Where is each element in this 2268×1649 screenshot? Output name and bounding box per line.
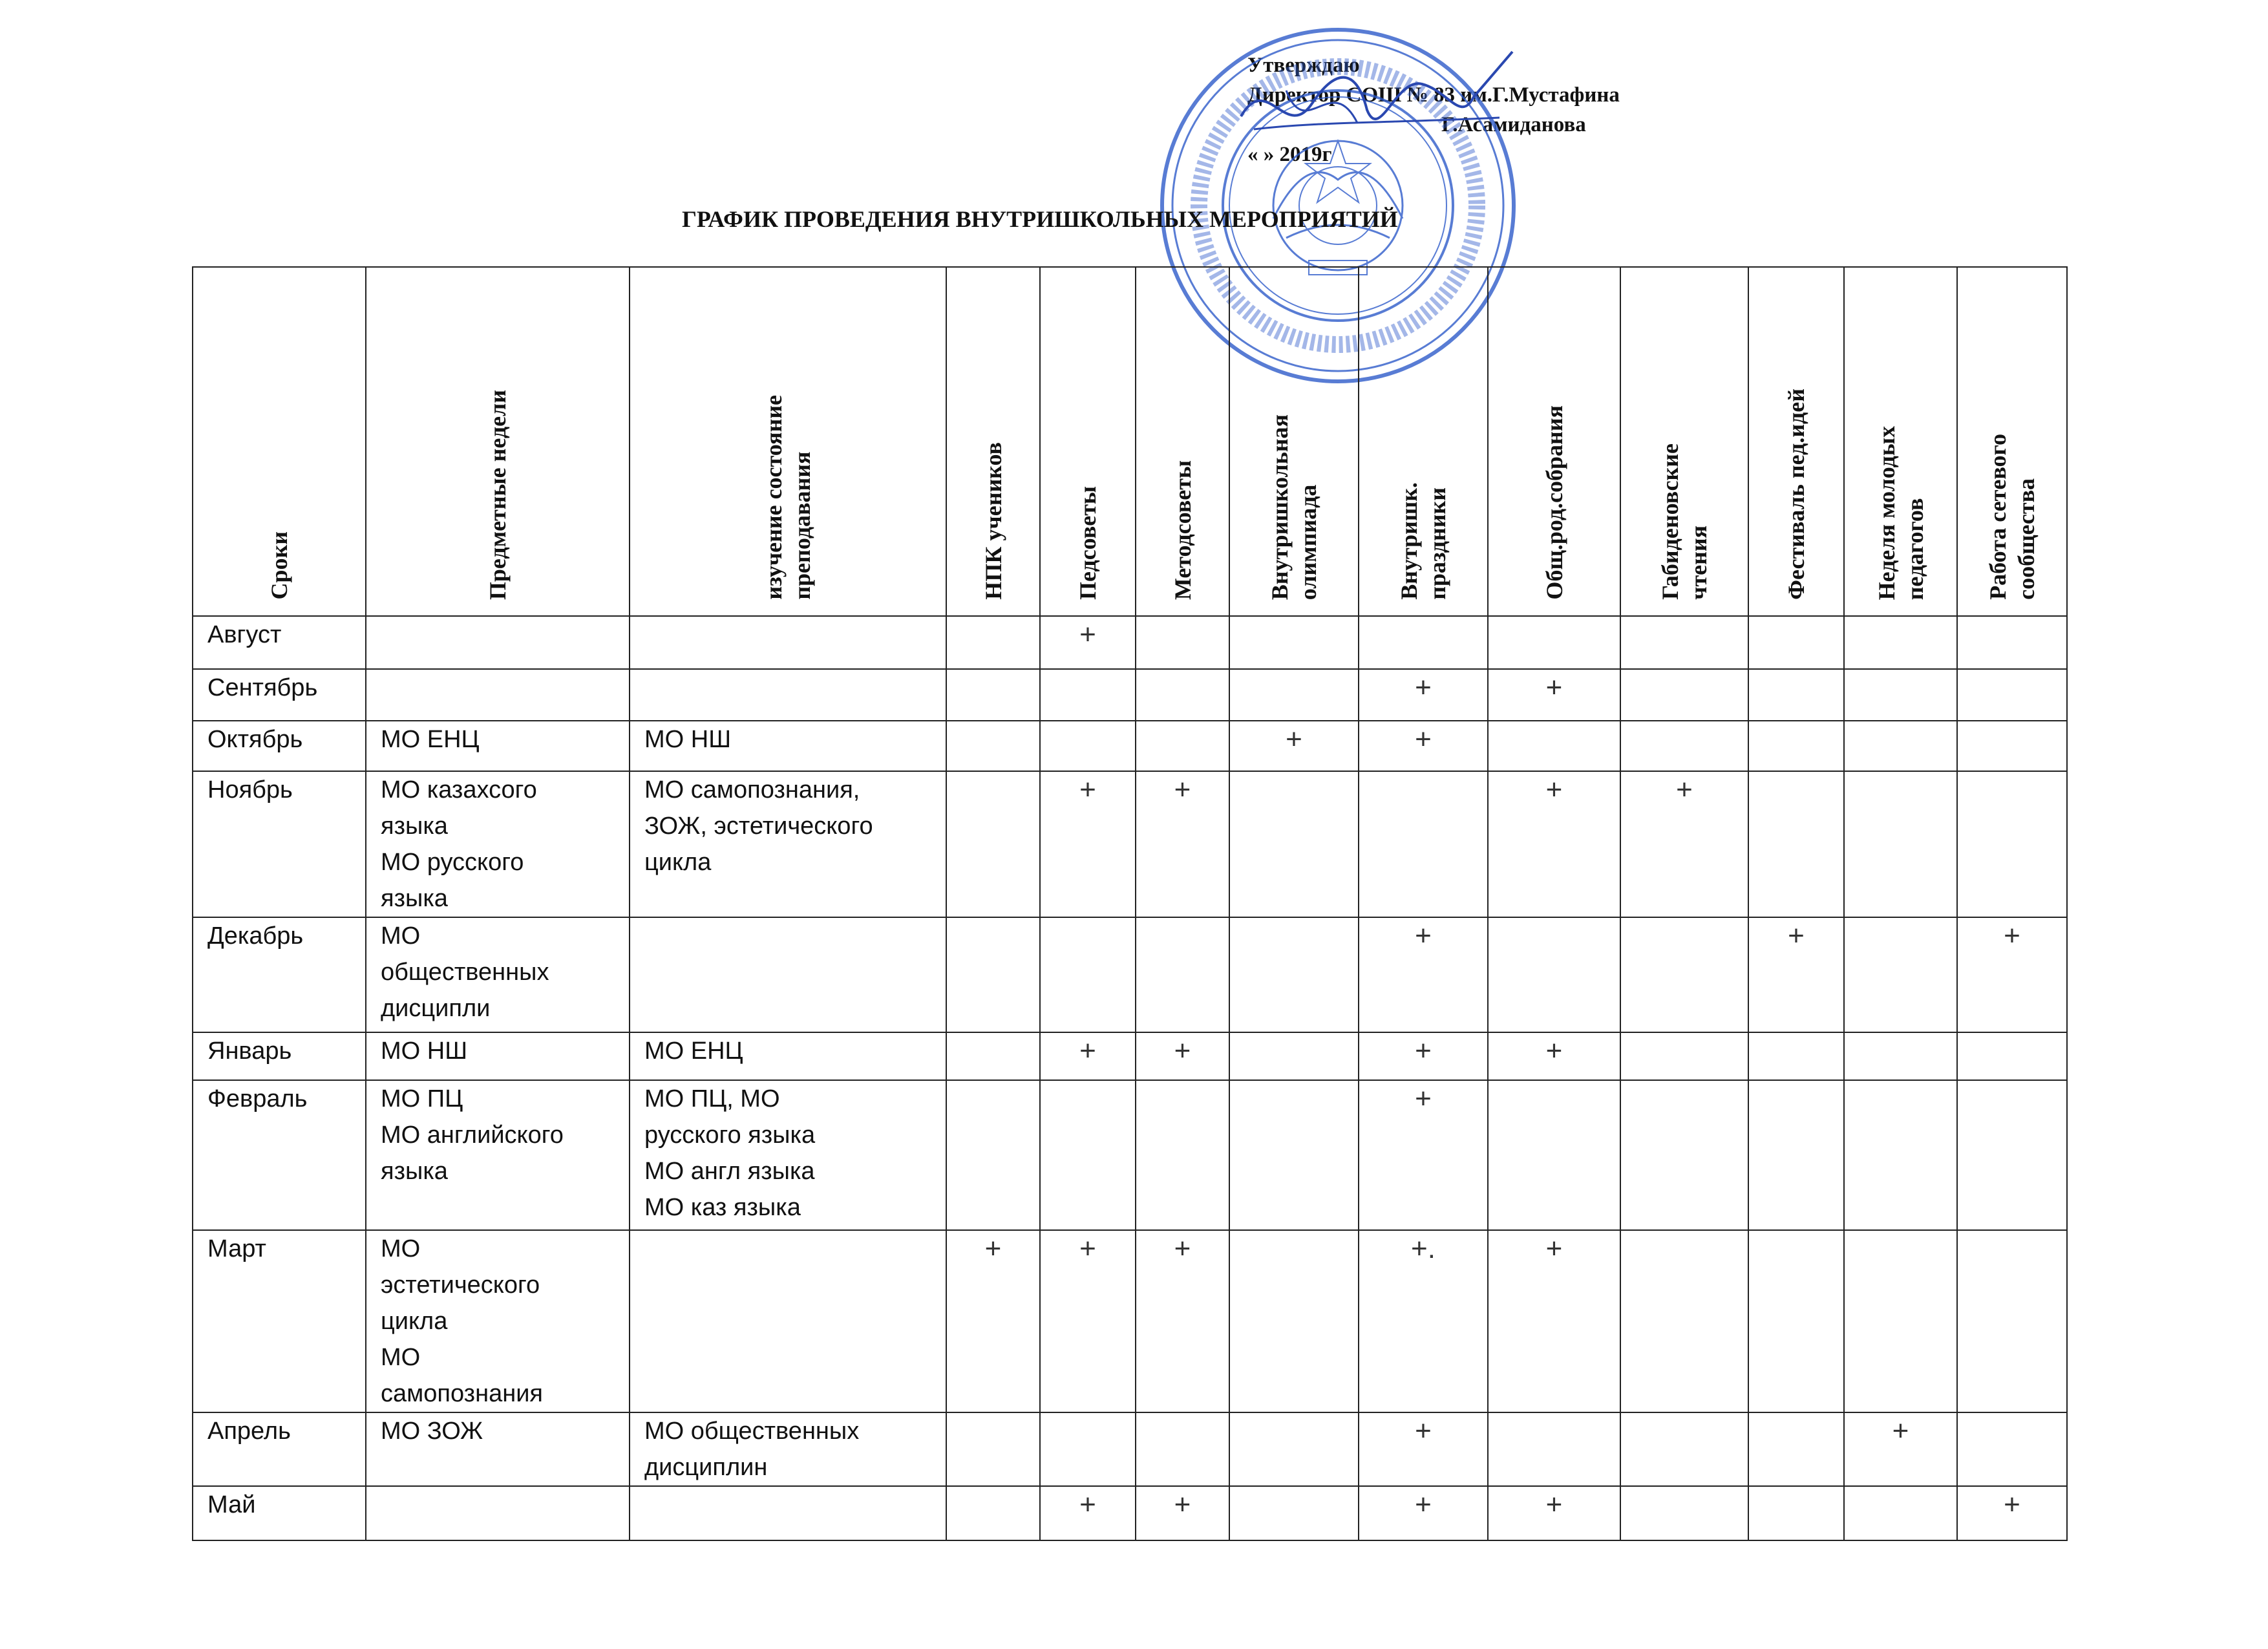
mark-cell: +. bbox=[1359, 1230, 1488, 1412]
mark-cell bbox=[1844, 1486, 1957, 1540]
mark-cell: + bbox=[1620, 771, 1748, 917]
mark-cell bbox=[1040, 1080, 1136, 1230]
mark-cell bbox=[1844, 721, 1957, 771]
period-cell: Март bbox=[193, 1230, 366, 1412]
mark-cell bbox=[1620, 616, 1748, 669]
director-signature bbox=[1228, 45, 1525, 155]
page-title: ГРАФИК ПРОВЕДЕНИЯ ВНУТРИШКОЛЬНЫХ МЕРОПРИЯТИЙ bbox=[682, 206, 1398, 232]
mark-cell: + bbox=[1229, 721, 1359, 771]
column-header: НПК учеников bbox=[946, 267, 1040, 616]
mark-cell bbox=[1620, 1412, 1748, 1486]
text-cell: МО НШ bbox=[366, 1032, 630, 1080]
mark-cell: + bbox=[1040, 1486, 1136, 1540]
period-cell: Ноябрь bbox=[193, 771, 366, 917]
text-cell: МО ЕНЦ bbox=[630, 1032, 946, 1080]
mark-cell bbox=[1229, 669, 1359, 721]
text-cell: МО общественных дисципли bbox=[366, 917, 630, 1032]
mark-cell: + bbox=[1748, 917, 1844, 1032]
mark-cell bbox=[1844, 1230, 1957, 1412]
period-cell: Апрель bbox=[193, 1412, 366, 1486]
mark-cell bbox=[1229, 1486, 1359, 1540]
mark-cell: + bbox=[1359, 917, 1488, 1032]
mark-cell: + bbox=[1488, 1230, 1620, 1412]
mark-cell bbox=[1844, 616, 1957, 669]
mark-cell bbox=[1957, 721, 2067, 771]
mark-cell: + bbox=[946, 1230, 1040, 1412]
text-cell: МО эстетического цикла МО самопознания bbox=[366, 1230, 630, 1412]
period-cell: Декабрь bbox=[193, 917, 366, 1032]
mark-cell bbox=[1229, 1032, 1359, 1080]
table-row bbox=[193, 1412, 2067, 1486]
mark-cell bbox=[1957, 1080, 2067, 1230]
table-row bbox=[193, 721, 2067, 771]
text-cell: МО ПЦ, МО русского языка МО англ языка МО каз языка bbox=[630, 1080, 946, 1230]
mark-cell: + bbox=[1136, 1230, 1229, 1412]
column-header: Методсоветы bbox=[1136, 267, 1229, 616]
mark-cell bbox=[1748, 721, 1844, 771]
mark-cell bbox=[1488, 616, 1620, 669]
mark-cell: + bbox=[1040, 616, 1136, 669]
period-cell: Октябрь bbox=[193, 721, 366, 771]
period-cell: Август bbox=[193, 616, 366, 669]
mark-cell bbox=[1620, 1080, 1748, 1230]
mark-cell: + bbox=[1957, 1486, 2067, 1540]
approval-line-3: Г.Асамиданова bbox=[1441, 113, 1586, 136]
mark-cell bbox=[1957, 1230, 2067, 1412]
mark-cell bbox=[1488, 917, 1620, 1032]
mark-cell bbox=[1620, 917, 1748, 1032]
mark-cell bbox=[946, 669, 1040, 721]
text-cell bbox=[630, 917, 946, 1032]
mark-cell bbox=[946, 771, 1040, 917]
mark-cell bbox=[1359, 616, 1488, 669]
mark-cell bbox=[1748, 1230, 1844, 1412]
mark-cell bbox=[1488, 1080, 1620, 1230]
mark-cell bbox=[1488, 721, 1620, 771]
column-header: Внутришк. праздники bbox=[1359, 267, 1488, 616]
column-header: Педсоветы bbox=[1040, 267, 1136, 616]
mark-cell bbox=[946, 616, 1040, 669]
mark-cell: + bbox=[1844, 1412, 1957, 1486]
mark-cell bbox=[1229, 771, 1359, 917]
text-cell: МО общественных дисциплин bbox=[630, 1412, 946, 1486]
mark-cell: + bbox=[1488, 1486, 1620, 1540]
period-cell: Май bbox=[193, 1486, 366, 1540]
mark-cell bbox=[1957, 616, 2067, 669]
text-cell: МО ПЦ МО английского языка bbox=[366, 1080, 630, 1230]
mark-cell: + bbox=[1488, 771, 1620, 917]
text-cell: МО НШ bbox=[630, 721, 946, 771]
table-row bbox=[193, 917, 2067, 1032]
mark-cell: + bbox=[1359, 1412, 1488, 1486]
mark-cell: + bbox=[1136, 1032, 1229, 1080]
mark-cell bbox=[1229, 1080, 1359, 1230]
mark-cell bbox=[1229, 1412, 1359, 1486]
mark-cell bbox=[1229, 616, 1359, 669]
mark-cell bbox=[1748, 669, 1844, 721]
mark-cell bbox=[1136, 1412, 1229, 1486]
mark-cell bbox=[1136, 669, 1229, 721]
header-row bbox=[193, 267, 2067, 616]
column-header: изучение состояние преподавания bbox=[630, 267, 946, 616]
text-cell bbox=[630, 1230, 946, 1412]
mark-cell bbox=[1040, 669, 1136, 721]
text-cell: МО ЕНЦ bbox=[366, 721, 630, 771]
mark-cell bbox=[946, 1486, 1040, 1540]
text-cell: МО самопознания, ЗОЖ, эстетического цикла bbox=[630, 771, 946, 917]
mark-cell: + bbox=[1488, 1032, 1620, 1080]
mark-cell: + bbox=[1040, 1230, 1136, 1412]
mark-cell bbox=[1844, 1032, 1957, 1080]
mark-cell bbox=[1844, 1080, 1957, 1230]
table-row bbox=[193, 669, 2067, 721]
mark-cell bbox=[1844, 917, 1957, 1032]
period-cell: Сентябрь bbox=[193, 669, 366, 721]
approval-line-2: Директор СОШ № 83 им.Г.Мустафина bbox=[1247, 83, 1620, 107]
text-cell bbox=[630, 616, 946, 669]
mark-cell bbox=[1957, 771, 2067, 917]
mark-cell bbox=[1844, 669, 1957, 721]
column-header: Сроки bbox=[193, 267, 366, 616]
mark-cell bbox=[1748, 1486, 1844, 1540]
approval-line-1: Утверждаю bbox=[1247, 54, 1360, 77]
table-row bbox=[193, 616, 2067, 669]
mark-cell bbox=[1957, 1412, 2067, 1486]
mark-cell bbox=[1229, 1230, 1359, 1412]
mark-cell bbox=[946, 1080, 1040, 1230]
mark-cell bbox=[1620, 1230, 1748, 1412]
table-row bbox=[193, 1032, 2067, 1080]
table-row bbox=[193, 1486, 2067, 1540]
table-row bbox=[193, 1080, 2067, 1230]
mark-cell bbox=[946, 917, 1040, 1032]
mark-cell bbox=[1040, 917, 1136, 1032]
schedule-table bbox=[192, 266, 2068, 1541]
column-header: Неделя молодых педагогов bbox=[1844, 267, 1957, 616]
mark-cell: + bbox=[1136, 1486, 1229, 1540]
text-cell bbox=[630, 1486, 946, 1540]
mark-cell bbox=[1748, 1412, 1844, 1486]
column-header: Предметные недели bbox=[366, 267, 630, 616]
mark-cell bbox=[1136, 1080, 1229, 1230]
mark-cell bbox=[1359, 771, 1488, 917]
mark-cell bbox=[1136, 917, 1229, 1032]
mark-cell: + bbox=[1359, 721, 1488, 771]
mark-cell bbox=[1748, 1032, 1844, 1080]
mark-cell: + bbox=[1488, 669, 1620, 721]
mark-cell bbox=[946, 721, 1040, 771]
mark-cell bbox=[1229, 917, 1359, 1032]
mark-cell: + bbox=[1040, 771, 1136, 917]
mark-cell: + bbox=[1359, 1080, 1488, 1230]
mark-cell bbox=[1040, 721, 1136, 771]
text-cell bbox=[366, 1486, 630, 1540]
table-row bbox=[193, 771, 2067, 917]
column-header: Работа сетевого сообщества bbox=[1957, 267, 2067, 616]
period-cell: Февраль bbox=[193, 1080, 366, 1230]
mark-cell bbox=[1620, 1032, 1748, 1080]
mark-cell bbox=[1136, 616, 1229, 669]
table-row bbox=[193, 1230, 2067, 1412]
mark-cell: + bbox=[1359, 1032, 1488, 1080]
approval-line-4: « » 2019г bbox=[1247, 143, 1332, 166]
mark-cell bbox=[946, 1412, 1040, 1486]
column-header: Габиденовские чтения bbox=[1620, 267, 1748, 616]
column-header: Внутришкольная олимпиада bbox=[1229, 267, 1359, 616]
mark-cell: + bbox=[1957, 917, 2067, 1032]
mark-cell: + bbox=[1359, 1486, 1488, 1540]
text-cell bbox=[366, 669, 630, 721]
text-cell bbox=[366, 616, 630, 669]
mark-cell bbox=[1620, 1486, 1748, 1540]
mark-cell bbox=[1844, 771, 1957, 917]
mark-cell: + bbox=[1359, 669, 1488, 721]
mark-cell bbox=[1620, 669, 1748, 721]
column-header: Фестиваль пед.идей bbox=[1748, 267, 1844, 616]
mark-cell bbox=[1620, 721, 1748, 771]
mark-cell bbox=[1748, 771, 1844, 917]
mark-cell: + bbox=[1040, 1032, 1136, 1080]
mark-cell bbox=[946, 1032, 1040, 1080]
mark-cell bbox=[1136, 721, 1229, 771]
mark-cell bbox=[1957, 669, 2067, 721]
column-header: Общ.род.собрания bbox=[1488, 267, 1620, 616]
mark-cell bbox=[1748, 616, 1844, 669]
mark-cell bbox=[1040, 1412, 1136, 1486]
mark-cell bbox=[1748, 1080, 1844, 1230]
text-cell bbox=[630, 669, 946, 721]
mark-cell bbox=[1488, 1412, 1620, 1486]
text-cell: МО казахсого языка МО русского языка bbox=[366, 771, 630, 917]
mark-cell bbox=[1957, 1032, 2067, 1080]
text-cell: МО ЗОЖ bbox=[366, 1412, 630, 1486]
mark-cell: + bbox=[1136, 771, 1229, 917]
period-cell: Январь bbox=[193, 1032, 366, 1080]
